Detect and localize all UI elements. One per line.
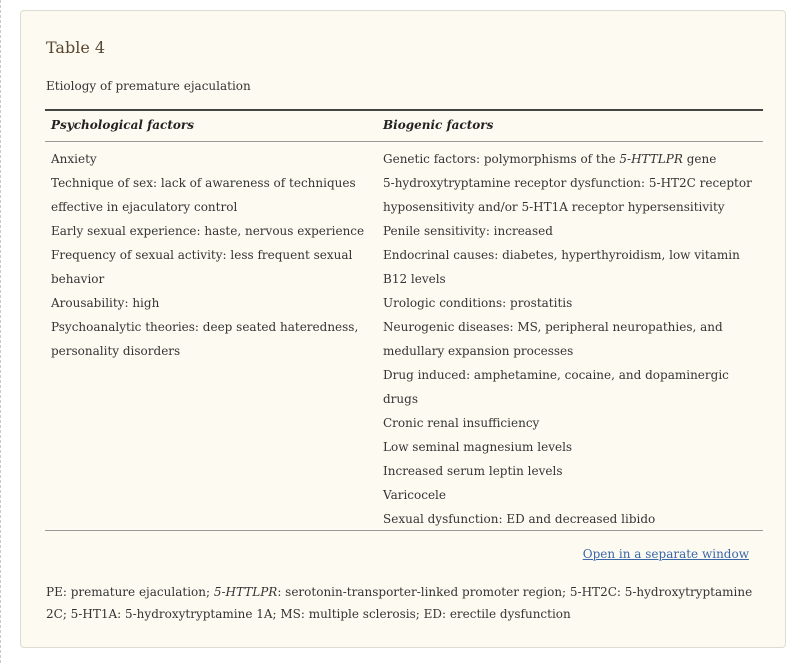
table-header-rule [45, 141, 763, 142]
table-title: Table 4 [46, 38, 106, 57]
genetic-suffix: gene [682, 152, 717, 166]
cell-line: Early sexual experience: haste, nervous experience [51, 224, 365, 238]
genetic-prefix: Genetic factors: polymorphisms of the [383, 152, 620, 166]
cell-line-genetic [383, 147, 765, 171]
cell-line: Technique of sex: lack of awareness of techniques [51, 176, 356, 190]
cell-line: Varicocele [383, 488, 446, 502]
cell-line: Anxiety [51, 152, 97, 166]
cell-line: Frequency of sexual activity: less frequent sexual [51, 248, 353, 262]
table-footnote [46, 581, 771, 625]
cell-line: Psychoanalytic theories: deep seated hateredness, [51, 320, 359, 334]
cell-line: Cronic renal insufficiency [383, 416, 540, 430]
cell-line: Low seminal magnesium levels [383, 440, 573, 454]
cell-line: medullary expansion processes [383, 344, 574, 358]
page-edge-divider [0, 0, 3, 663]
cell-line: B12 levels [383, 272, 446, 286]
table-caption: Etiology of premature ejaculation [46, 79, 251, 93]
footnote-part-1: PE: premature ejaculation; [46, 585, 214, 599]
gene-name: 5-HTTLPR [619, 152, 683, 166]
cell-line: personality disorders [51, 344, 181, 358]
psychological-factors-cell [51, 147, 371, 363]
cell-line: behavior [51, 272, 105, 286]
cell-line: Urologic conditions: prostatitis [383, 296, 573, 310]
cell-line: Neurogenic diseases: MS, peripheral neuropathies, and [383, 320, 723, 334]
cell-line: Arousability: high [51, 296, 160, 310]
cell-line: Endocrinal causes: diabetes, hyperthyroidism, low vitamin [383, 248, 740, 262]
footnote-part-2: : serotonin-transporter-linked promoter region; 5-HT2C: 5-hydroxytryptamine 2C; 5-HT1A: 5-hydroxytryptamine 1A; MS: multiple sclerosis; ED: erectile dysfunction [46, 585, 753, 621]
column-header-biogenic: Biogenic factors [383, 118, 494, 132]
cell-line: Drug induced: amphetamine, cocaine, and dopaminergic [383, 368, 729, 382]
cell-line: 5-hydroxytryptamine receptor dysfunction: 5-HT2C receptor [383, 176, 752, 190]
cell-line: Penile sensitivity: increased [383, 224, 553, 238]
cell-line: Sexual dysfunction: ED and decreased libido [383, 512, 656, 526]
table-bottom-rule [45, 530, 763, 531]
cell-line: Increased serum leptin levels [383, 464, 563, 478]
cell-line: drugs [383, 392, 418, 406]
column-header-psychological: Psychological factors [51, 118, 194, 132]
table-panel [20, 10, 786, 648]
footnote-gene: 5-HTTLPR [213, 585, 278, 599]
cell-line: hyposensitivity and/or 5-HT1A receptor hypersensitivity [383, 200, 725, 214]
table-top-rule [45, 109, 763, 111]
open-in-separate-window-link[interactable]: Open in a separate window [582, 547, 749, 561]
cell-line: effective in ejaculatory control [51, 200, 238, 214]
biogenic-factors-cell [383, 147, 765, 531]
